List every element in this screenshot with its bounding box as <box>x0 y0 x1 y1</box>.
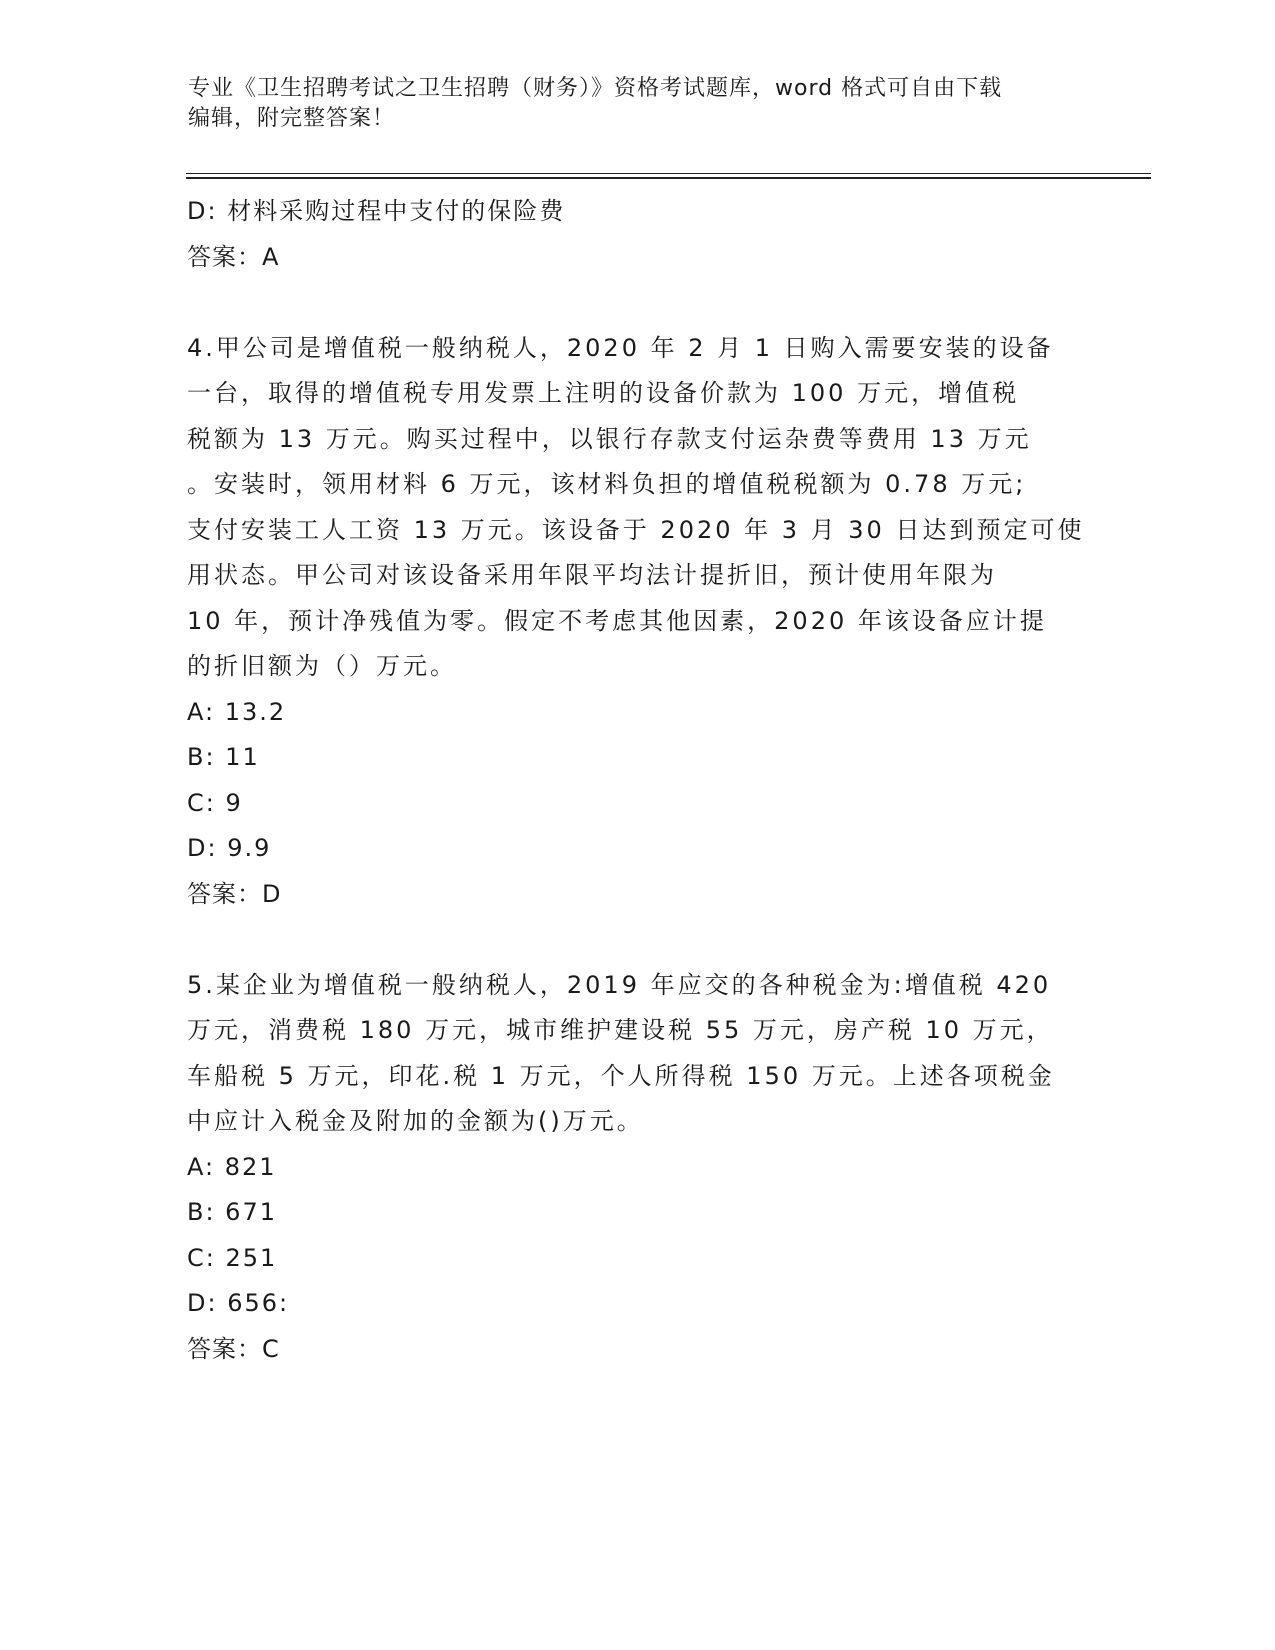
option-d: D: 材料采购过程中支付的保险费 <box>187 197 566 225</box>
document-body <box>187 189 1087 1372</box>
spacer <box>187 917 1087 963</box>
answer-line: 答案：C <box>187 1334 280 1363</box>
question-text-line: 税额为 13 万元。购买过程中，以银行存款支付运杂费等费用 13 万元 <box>187 424 1032 453</box>
option-a: A: 13.2 <box>187 697 287 726</box>
option-d: D: 9.9 <box>187 834 272 862</box>
question-text-line: 4.甲公司是增值税一般纳税人，2020 年 2 月 1 日购入需要安装的设备 <box>187 333 1054 362</box>
option-d: D: 656: <box>187 1289 290 1317</box>
header-divider-thick <box>186 177 1151 179</box>
question-text-line: 万元，消费税 180 万元，城市维护建设税 55 万元，房产税 10 万元， <box>187 1016 1054 1044</box>
option-a: A: 821 <box>187 1152 277 1181</box>
question-text-line: 。安装时，领用材料 6 万元，该材料负担的增值税税额为 0.78 万元; <box>187 470 1027 498</box>
header-line-2: 编辑，附完整答案！ <box>188 106 396 131</box>
header-divider-thin <box>186 173 1151 174</box>
option-c: C: 9 <box>187 788 243 817</box>
question-text-line: 车船税 5 万元，印花.税 1 万元，个人所得税 150 万元。上述各项税金 <box>187 1061 1055 1090</box>
question-text-line: 中应计入税金及附加的金额为()万元。 <box>187 1107 644 1135</box>
question-text-line: 支付安装工人工资 13 万元。该设备于 2020 年 3 月 30 日达到预定可使 <box>187 515 1085 544</box>
question-text-line: 一台，取得的增值税专用发票上注明的设备价款为 100 万元，增值税 <box>187 379 1020 407</box>
spacer <box>187 280 1087 326</box>
previous-question-tail <box>187 189 1087 280</box>
header-line-1: 专业《卫生招聘考试之卫生招聘（财务）》资格考试题库，word 格式可自由下载 <box>188 76 1003 101</box>
option-b: B: 11 <box>187 743 260 771</box>
option-b: B: 671 <box>187 1198 277 1226</box>
question-text-line: 用状态。甲公司对该设备采用年限平均法计提折旧，预计使用年限为 <box>187 561 997 589</box>
answer-line: 答案：D <box>187 879 282 908</box>
option-c: C: 251 <box>187 1243 278 1272</box>
document-header <box>188 74 1088 134</box>
question-text-line: 的折旧额为（）万元。 <box>187 652 457 680</box>
answer-line: 答案：A <box>187 242 280 271</box>
question-text-line: 10 年，预计净残值为零。假定不考虑其他因素，2020 年该设备应计提 <box>187 606 1047 635</box>
question-text-line: 5.某企业为增值税一般纳税人，2019 年应交的各种税金为:增值税 420 <box>187 970 1052 999</box>
question-5 <box>187 963 1087 1373</box>
question-4 <box>187 326 1087 918</box>
